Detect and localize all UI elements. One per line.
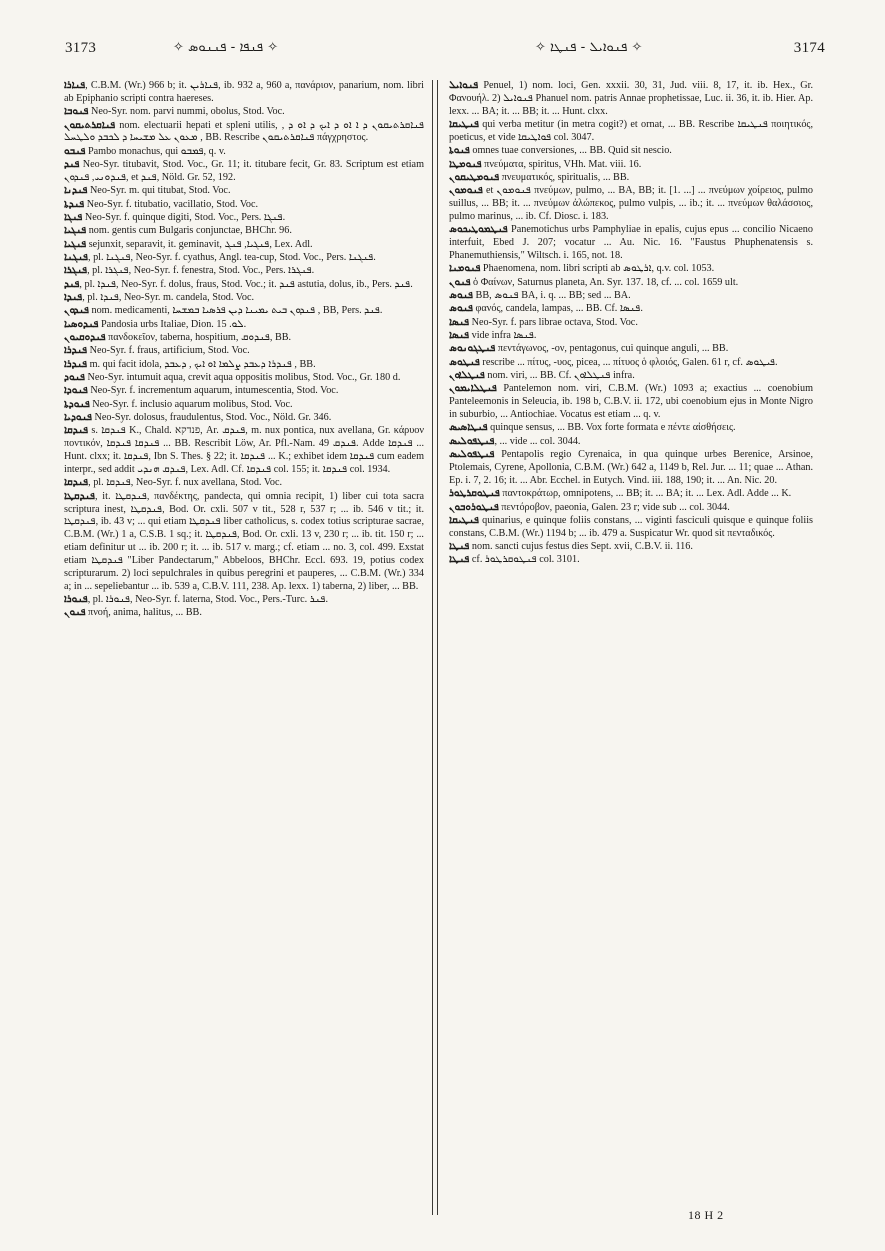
entry-headword: ܦܢܕܐ: [64, 292, 83, 303]
entry-headword: ܦܢܕ: [64, 278, 80, 290]
dictionary-entry: [449, 145, 813, 158]
entry-definition: nom. sancti cujus festus dies Sept. xvii, C.B.V. ii. 116.: [469, 541, 693, 553]
dictionary-entry: [449, 185, 813, 224]
dictionary-entry: [64, 412, 424, 425]
dictionary-entry: [64, 265, 424, 278]
dictionary-entry: [449, 541, 813, 554]
entry-headword: ܦܢܐܩܪܬܝܩܘܢ: [64, 119, 116, 131]
entry-definition: qui verba metitur (in metra cogit?) et ornat, ... BB. Rescribe ܦܢܛܝܩܐ ποιητικός, poeticus, et vide ܦܘܐܛܝܩܐ col. 3047.: [449, 119, 813, 143]
entry-headword: ܦܢܕܩܐ: [64, 477, 89, 489]
dictionary-entry: [64, 332, 424, 345]
entry-headword: ܦܢܓܝܐ: [64, 238, 87, 250]
entry-headword: ܦܢܘܢ: [449, 276, 471, 288]
dictionary-entry: [64, 385, 424, 398]
entry-definition: sejunxit, separavit, it. geminavit, ܦܢܓܝܐ, ܦܢܓ, Lex. Adl.: [86, 238, 313, 250]
entry-headword: ܦܢܕܢܐ: [64, 185, 88, 197]
dictionary-entry: [449, 436, 813, 449]
dictionary-entry: [64, 146, 424, 159]
dictionary-entry: [64, 425, 424, 476]
entry-definition: , pl. ܦܢܓܢܐ, Neo-Syr. f. cyathus, Angl. tea-cup, Stod. Voc., Pers. ܦܢܓܢܐ.: [87, 251, 376, 263]
dictionary-entry: [64, 345, 424, 358]
dictionary-entry: [449, 502, 813, 515]
dictionary-entry: [64, 159, 424, 185]
entry-headword: ܦܢܕܘܣܝܐ: [64, 318, 99, 330]
entry-definition: παντοκράτωρ, omnipotens, ... BB; it. ... BA; it. ... Lex. Adl. Adde ... K.: [499, 488, 792, 500]
dictionary-entry: [449, 554, 813, 567]
page-number-left: 3173: [65, 40, 97, 56]
entry-definition: , it. ܦܢܕܩܛܐ, πανδέκτης, pandecta, qui omnia recipit, 1) liber cui tota sacra scriptura inest, ܦܢܕܩܛܐ, Bod. Or. cxli. 507 v tit., 528 r, 537 r; ... ib. 546 v tit.; it. ܦܢܕܩܛܐ, ib. 43 v; ... qui etiam ܦܢܕܩܛܐ liber catholicus, s. codex totius scripturae sacrae, C.B.M. (Wr.) 1 a, C.S.B. 1 sq.; it. ܦܢܕܩܛܐ, Bod. Or. cxli. 13 v, 230 r; ... ib. tit. 150 r; ... etiam definitur ut ... ib. 200 r; it. ... ib. 517 v. marg.; cf. etiam ... no. 3, col. 499. Exstat etiam ܦܢܕܩܛܐ "Liber Pandectarum," Abbeloos, BHChr. Eccl. 693. 19, potius codex scripturarum. 2) loci sepulchrales in quibus peregrini et pauperes, ... C.B.M. (Wr.) 334 a; in ... sepeliebantur ... ib. 539 a, C.B.V. 111, 238. Ap. lexx. 1) taberna, 2) liber, ... BB.: [64, 490, 424, 592]
entry-headword: ܦܢܛܡܘܛܝܟܘܣ: [449, 224, 508, 236]
dictionary-entry: [449, 515, 813, 541]
dictionary-entry: [64, 607, 424, 620]
entry-definition: Pandosia urbs Italiae, Dion. ܠܘ. 15.: [98, 318, 247, 330]
entry-definition: cf. ܦܢܛܘܩܪܛܘܪ col. 3101.: [469, 554, 580, 566]
entry-headword: ܦܢܘܡܛܐ: [449, 158, 482, 170]
entry-definition: πανδοκεῖον, taberna, hospitium, ܦܢܕܘܩ, BB.: [105, 332, 292, 344]
entry-headword: ܦܢܘܢ: [64, 607, 86, 619]
entry-headword: ܦܢܘܬܐ: [449, 145, 470, 157]
entry-headword: ܦܢܣܐ: [449, 330, 470, 342]
entry-definition: nom. gentis cum Bulgaris conjunctae, BHChr. 96.: [86, 225, 292, 237]
entry-definition: , C.B.M. (Wr.) 966 b; it. ܦܢܐܪܝܢ, ib. 932 a, 960 a, πανάριον, panarium, nom. libri ab Epiphanio scripti contra haereses.: [64, 80, 424, 104]
dictionary-entry: [449, 263, 813, 276]
entry-definition: Neo-Syr. f. incrementum aquarum, intumescentia, Stod. Voc.: [87, 385, 339, 397]
entry-definition: πεντάγωνος, -ον, pentagonus, cui quinque anguli, ... BB.: [495, 343, 729, 355]
entry-definition: Neo-Syr. f. pars librae octava, Stod. Voc.: [469, 316, 638, 328]
entry-headword: ܦܢܛܐ: [449, 554, 470, 566]
entry-headword: ܦܢܣܐ: [449, 316, 470, 328]
dictionary-entry: [449, 317, 813, 330]
dictionary-entry: [449, 488, 813, 501]
running-head-right: ✧ ܦܢܘܐܝܠ - ܦܢܛܐ ✧: [535, 40, 643, 55]
entry-definition: πνεύματα, spiritus, VHh. Mat. viii. 16.: [481, 158, 642, 170]
entry-definition: Neo-Syr. f. titubatio, vacillatio, Stod. Voc.: [84, 198, 259, 210]
entry-definition: Neo-Syr. f. quinque digiti, Stod. Voc., Pers. ܦܢܓܐ.: [82, 211, 286, 223]
column-divider-inner: [437, 80, 438, 1215]
dictionary-entry: [64, 252, 424, 265]
entry-headword: ܦܢܘܕ: [64, 372, 85, 384]
entry-definition: Neo-Syr. m. qui titubat, Stod. Voc.: [87, 185, 231, 197]
entry-definition: nom. viri, ... BB. Cf. ܦܢܛܠܐܘܢ infra.: [484, 370, 635, 382]
entry-headword: ܦܢܛܦܘܠܝܣ: [449, 449, 495, 461]
entry-definition: Phaenomena, nom. libri scripti ab ܐܪܛܘܣ, q.v. col. 1053.: [480, 263, 715, 275]
entry-definition: Neo-Syr. dolosus, fraudulentus, Stod. Voc., Nöld. Gr. 346.: [91, 412, 332, 424]
entry-headword: ܦܢܛܘܪܘܒܘܢ: [449, 501, 499, 513]
column-divider: [432, 80, 433, 1215]
dictionary-entry: [449, 422, 813, 435]
entry-headword: ܦܢܛܓܘܢܘܣ: [449, 343, 496, 355]
entry-headword: ܦܢܛܝܩܐ: [449, 119, 479, 131]
entry-definition: Penuel, 1) nom. loci, Gen. xxxii. 30, 31, Jud. viii. 8, 17, it. ib. Hex., Gr. Φανουήλ. 2) ܦܢܘܐܝܠ Phanuel nom. patris Annae prophetissae, Luc. ii. 36, it. ib. Hier. Ap. lexx. ... BA; it. ... BB; it. ... Hunt. clxx.: [449, 80, 813, 117]
dictionary-entry: [449, 357, 813, 370]
dictionary-entry: [449, 80, 813, 119]
dictionary-entry: [449, 383, 813, 422]
entry-definition: , pl. ܦܢܕܩܐ, Neo-Syr. f. nux avellana, Stod. Voc.: [88, 477, 283, 489]
entry-headword: ܦܢܘܕܐ: [64, 385, 88, 397]
entry-definition: πνοή, anima, halitus, ... BB.: [85, 607, 202, 619]
dictionary-entry: [64, 477, 424, 490]
entry-headword: ܦܢܛܠܐܝܡܘܢ: [449, 383, 497, 395]
dictionary-entry: [449, 370, 813, 383]
entry-definition: , pl. ܦܢܓܪܐ, Neo-Syr. f. fenestra, Stod. Voc., Pers. ܦܢܓܪܐ.: [87, 265, 315, 277]
dictionary-entry: [64, 292, 424, 305]
dictionary-entry: [64, 120, 424, 146]
entry-definition: φανός, candela, lampas, ... BB. Cf. ܦܢܣܐ.: [472, 303, 643, 315]
entry-definition: Neo-Syr. f. inclusio aquarum molibus, Stod. Voc.: [89, 398, 293, 410]
left-column: [64, 80, 424, 1220]
entry-headword: ܦܢܓܝܐ: [64, 225, 87, 237]
entry-headword: ܦܢܘܪܐ: [64, 593, 88, 605]
dictionary-entry: [449, 172, 813, 185]
entry-definition: Neo-Syr. intumuit aqua, crevit aqua oppositis molibus, Stod. Voc., Gr. 180 d.: [84, 372, 401, 384]
entry-headword: ܦܢܘܕܝܐ: [64, 412, 92, 424]
entry-definition: , ... vide ... col. 3044.: [494, 435, 581, 447]
entry-definition: Panemotichus urbs Pamphyliae in epalis, cujus epus ... concilio Nicaeno interfuit, Ebed J. 207; vocatur ... Au. Nic. 16. "Faustus Phuphenatensis s. Phanemuthiensis," Wiltsch. i. 165, not. 18.: [449, 224, 813, 261]
entry-headword: ܦܢܛܦܘܠܝܣ: [449, 435, 495, 447]
dictionary-entry: [449, 330, 813, 343]
entry-headword: ܦܢܘܕܬܐ: [64, 398, 90, 410]
entry-definition: nom. electuarii hepati et spleni utilis, ܦܢܐܩܪܬܝܩܘܢ ܕ ܐ ܐܘ ܕ ܐܝܟ ܕ ܐܘ ܕ , ܡܥܘܢ ܥܠ ܡܫܝܚܐ ܕ ܠܟܒܕ ܘܠܛܚܠ , BB. Rescribe ܦܢܐܩܪܬܝܩܘܢ πάγχρηστος.: [64, 119, 424, 144]
entry-definition: BB, ܦܢܘܣ BA, i. q. ... BB; sed ... BA.: [472, 290, 631, 301]
signature-mark: 18 H 2: [688, 1208, 724, 1222]
dictionary-entry: [64, 399, 424, 412]
entry-definition: Neo-Syr. nom. parvi nummi, obolus, Stod. Voc.: [88, 106, 285, 118]
entry-headword: ܦܢܛܐ: [449, 541, 470, 553]
entry-definition: vide infra ܦܢܣܐ.: [469, 330, 537, 342]
entry-headword: ܦܢܛܘܩܪܛܘܪ: [449, 488, 500, 500]
entry-definition: rescribe ... πίτυς, -υος, picea, ... πίτυος ὁ φλοιός, Galen. 61 r, cf. ܦܝܛܘܣ.: [479, 356, 778, 368]
entry-headword: ܦܢܕܬܐ: [64, 198, 85, 210]
dictionary-entry: [449, 119, 813, 145]
entry-headword: ܦܢܕܩܛܐ: [64, 490, 95, 502]
entry-headword: ܦܢܓܐ: [64, 211, 83, 223]
dictionary-entry: [64, 491, 424, 594]
entry-definition: , pl. ܦܢܕܐ, Neo-Syr. f. dolus, fraus, Stod. Voc.; it. ܦܢܕ astutia, dolus, ib., Pers. ܦܢܕ.: [79, 278, 413, 290]
entry-definition: quinarius, e quinque foliis constans, ... viginti fasciculi quisque e quinque foliis constans, C.B.M. (Wr.) 1194 b; ... ib. 479 a. Suspicatur Wr. quod sit πενταδικός.: [449, 514, 813, 539]
dictionary-entry: [64, 106, 424, 119]
entry-headword: ܦܢܘܣ: [449, 303, 473, 315]
dictionary-entry: [64, 239, 424, 252]
dictionary-entry: [64, 319, 424, 332]
entry-headword: ܦܢܘܡܢܐ: [449, 263, 481, 275]
entry-definition: Pantelemon nom. viri, C.B.M. (Wr.) 1093 a; exactius ... coenobium Panteleemonis in Seleucia, ib. 198 b, C.B.V. ii. 172, ubi coenobium ejus in Monte Nigro in suburbio, ... Antiochiae. Vocatus est etiam ... q. v.: [449, 383, 813, 421]
entry-definition: nom. medicamenti, ܦܢܕܘܢ ܒܝܬ ܝܡܝܢܐ ܕܝܢ ܦܪܣܝܐ ܒܡܫܚܐ , BB, Pers. ܦܢܕ.: [88, 305, 383, 317]
entry-definition: Neo-Syr. titubavit, Stod. Voc., Gr. 11; it. titubare fecit, Gr. 83. Scriptum est etiam ܦܢܕܘܢܝ, ܦܢܕܘܢ, et ܦܢܕ, Nöld. Gr. 52, 192.: [64, 159, 424, 183]
entry-headword: ܦܢܕܘܩܝܘܢ: [64, 332, 106, 344]
entry-headword: ܦܢܓܪܐ: [64, 265, 88, 277]
page-header: [65, 40, 825, 64]
right-column: [449, 80, 813, 1220]
dictionary-entry: [64, 225, 424, 238]
entry-headword: ܦܢܕܪܐ: [64, 358, 88, 370]
running-head-left: ✧ ܦܢܦܐ - ܦܢܢܘܣ ✧: [173, 40, 279, 55]
entry-definition: s. ܦܢܕܩܐ K., Chald. פנדקא, Ar. ܦܢܕܩ, m. nux pontica, nux avellana, Gr. κάρυον ποντικόν, ܦܢܕܩܐ ܦܢܕܩܐ ... BB. Rescribit Löw, Ar. Pfl.-Nam. 49 ܦܢܕܩ. Adde ܦܢܕܩܐ ... Hunt. clxx; it. ܦܢܕܩܐ, Ibn S. Thes. § 22; it. ܦܢܕܩܐ ... K.; exhibet idem ܦܢܕܩܐ cum eadem interpr., sed addit ܦܢܕܩ ܗܢܕܝ, Lex. Adl. Cf. ܦܢܕܩܐ col. 155; it. ܦܢܕܩܐ col. 1934.: [64, 425, 424, 475]
entry-definition: et ܦܢܘܡܘܢ πνεύμων, pulmo, ... BA, BB; it. [1. ...] ... πνεύμων χοίρειος, pulmo suillus, ... BB; it. ... πνεύμων ἀλώπεκος, pulmo vulpis, ... ib.; it. ... πνεύμων θαλάσσιος, pulmo marinus, ... ib. Cf. Diosc. i. 183.: [449, 185, 813, 222]
dictionary-entry: [449, 290, 813, 303]
entry-definition: omnes tuae conversiones, ... BB. Quid sit nescio.: [469, 145, 672, 157]
entry-headword: ܦܢܕ: [64, 159, 80, 171]
dictionary-entry: [449, 159, 813, 172]
entry-headword: ܦܢܒܘ: [64, 145, 86, 157]
entry-headword: ܦܢܐܪܐ: [64, 80, 86, 91]
entry-definition: m. qui facit idola, ܦܢܕܪܐ ܕܥܒܕ ܨܠܡܐ ܐܘ ܐܝܟ , ܕܥܒܕ , BB.: [87, 358, 316, 370]
dictionary-entry: [449, 224, 813, 263]
dictionary-entry: [64, 372, 424, 385]
dictionary-entry: [449, 343, 813, 356]
entry-headword: ܦܢܕܪܐ: [64, 345, 88, 357]
entry-definition: ὁ Φαίνων, Saturnus planeta, An. Syr. 137. 18, cf. ... col. 1659 ult.: [470, 276, 739, 288]
entry-headword: ܦܢܘܐܝܠ: [449, 80, 479, 91]
entry-headword: ܦܢܘܣ: [449, 290, 473, 301]
dictionary-entry: [64, 80, 424, 106]
entry-definition: Pambo monachus, qui ܦܡܒܘ, q. v.: [85, 145, 226, 157]
entry-headword: ܦܢܛܐܣܝܣ: [449, 422, 488, 434]
dictionary-entry: [64, 199, 424, 212]
dictionary-entry: [64, 279, 424, 292]
page-number-right: 3174: [793, 40, 825, 56]
entry-headword: ܦܢܕܩܐ: [64, 425, 89, 437]
dictionary-entry: [64, 185, 424, 198]
entry-headword: ܦܢܛܝܩܐ: [449, 514, 479, 526]
entry-definition: , pl. ܦܢܕܐ, Neo-Syr. m. candela, Stod. Voc.: [82, 292, 255, 303]
dictionary-entry: [449, 277, 813, 290]
dictionary-entry: [449, 449, 813, 488]
entry-definition: πεντόροβον, paeonia, Galen. 23 r; vide sub ... col. 3044.: [498, 501, 730, 513]
entry-headword: ܦܢܘܒܐ: [64, 106, 89, 118]
entry-headword: ܦܢܛܠܐܘܢ: [449, 370, 485, 382]
entry-headword: ܦܢܕܘܢ: [64, 305, 89, 317]
entry-headword: ܦܢܛܘܣ: [449, 356, 480, 368]
entry-definition: Pentapolis regio Cyrenaica, in qua quinque urbes Berenice, Arsinoe, Ptolemais, Cyrene, Apollonia, C.B.M. (Wr.) 642 a, 1149 b, Rel. Jur. ... 11; quae ... Athan. Ep. i. 7, 2. 16; it. ... Abr. Ecchel. in Eutych. Vind. iii. 188, 190; it. ... An. Nic. 20.: [449, 449, 813, 486]
entry-definition: , pl. ܦܢܘܪܐ, Neo-Syr. f. laterna, Stod. Voc., Pers.-Turc. ܦܢܪ.: [87, 593, 328, 605]
entry-definition: πνευματικός, spiritualis, ... BB.: [499, 171, 630, 183]
dictionary-entry: [64, 359, 424, 372]
dictionary-entry: [64, 305, 424, 318]
dictionary-entry: [64, 594, 424, 607]
dictionary-entry: [449, 303, 813, 316]
entry-headword: ܦܢܘܡܛܝܩܘܢ: [449, 171, 500, 183]
entry-definition: Neo-Syr. f. fraus, artificium, Stod. Voc.: [87, 345, 250, 357]
dictionary-entry: [64, 212, 424, 225]
entry-headword: ܦܢܘܡܘܢ: [449, 185, 483, 197]
entry-definition: quinque sensus, ... BB. Vox forte formata e πέντε αἰσθήσεις.: [487, 422, 736, 434]
entry-headword: ܦܢܓܢܐ: [64, 251, 88, 263]
